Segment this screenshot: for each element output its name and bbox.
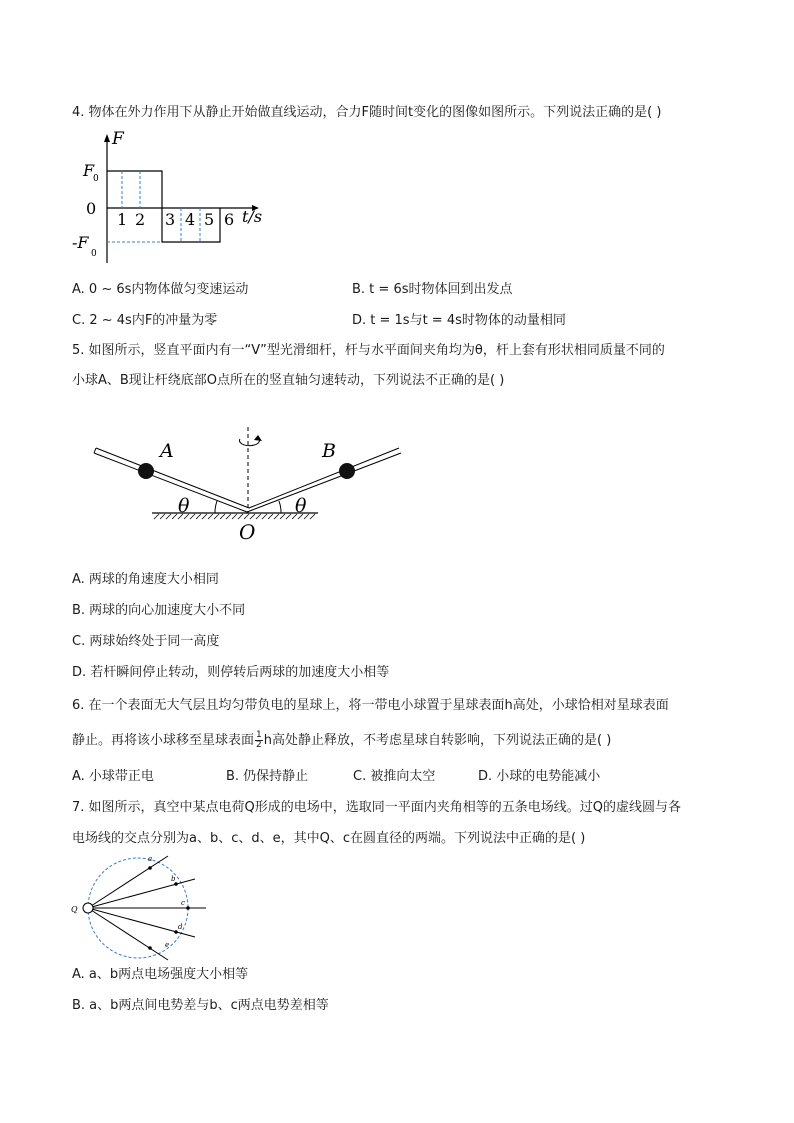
- q7-stem-line2: 电场线的交点分别为a、b、c、d、e，其中Q、c在圆直径的两端。下列说法中正确的是( ): [72, 831, 586, 846]
- q4-neg-f0-label: -F: [72, 233, 89, 252]
- q6-stem-line2-pre: 静止。再将该小球移至星球表面: [72, 733, 255, 748]
- q4-tick-6: 6: [224, 210, 235, 229]
- q7-field-line-figure: [70, 853, 210, 955]
- q7-option-b[interactable]: B. a、b两点间电势差与b、c两点电势差相等: [72, 998, 329, 1013]
- q4-f0-sub: 0: [93, 174, 99, 184]
- q5-angle-arc-right: [279, 501, 281, 513]
- q7-label-d: d: [178, 923, 183, 931]
- q4-neg-f0-sub: 0: [91, 249, 97, 259]
- q4-tick-3: 3: [165, 210, 176, 229]
- q4-option-d[interactable]: D. t = 1s与t = 4s时物体的动量相同: [352, 313, 566, 328]
- q7-label-a: a: [148, 855, 153, 863]
- q6-stem-line2: [72, 731, 611, 750]
- q5-stem-line1: 5. 如图所示，竖直平面内有一“V”型光滑细杆，杆与水平面间夹角均为θ，杆上套有形状相同质量不同的: [72, 343, 665, 358]
- q4-f0-label: F: [83, 161, 95, 180]
- q4-option-a[interactable]: A. 0 ~ 6s内物体做匀变速运动: [72, 282, 249, 297]
- q5-option-d[interactable]: D. 若杆瞬间停止转动，则停转后两球的加速度大小相等: [72, 665, 390, 680]
- q6-stem-line2-post: h高处静止释放，不考虑星球自转影响，下列说法正确的是( ): [263, 733, 612, 748]
- q4-option-c[interactable]: C. 2 ~ 4s内F的冲量为零: [72, 313, 218, 328]
- q4-origin-label: 0: [86, 199, 97, 218]
- q5-ball-b: [339, 463, 355, 479]
- q5-angle-arc-left: [215, 501, 217, 513]
- q7-label-e: e: [165, 941, 170, 949]
- q7-label-b: b: [171, 875, 176, 883]
- q5-rotation-arrow-head: [254, 435, 262, 441]
- q6-option-a[interactable]: A. 小球带正电: [72, 769, 154, 784]
- q7-point-e: [148, 946, 152, 950]
- q5-option-c[interactable]: C. 两球始终处于同一高度: [72, 634, 220, 649]
- q7-charge-q: [83, 903, 93, 913]
- q5-label-theta-left: θ: [178, 495, 190, 517]
- q6-option-c[interactable]: C. 被推向太空: [353, 769, 436, 784]
- q4-tick-2: 2: [135, 210, 146, 229]
- q4-t-label: t/s: [242, 207, 263, 226]
- q6-fraction-den: 2: [256, 740, 262, 750]
- q4-tick-4: 4: [185, 210, 196, 229]
- q7-stem-line1: 7. 如图所示，真空中某点电荷Q形成的电场中，选取同一平面内夹角相等的五条电场线。过Q的虚线圆与各: [72, 800, 682, 815]
- q7-label-c: c: [181, 899, 185, 907]
- q7-point-a: [148, 866, 152, 870]
- q5-label-a: A: [160, 440, 174, 462]
- q4-force-curve: [107, 171, 220, 242]
- q5-option-b[interactable]: B. 两球的向心加速度大小不同: [72, 603, 246, 618]
- q5-label-o: O: [239, 520, 256, 544]
- q4-tick-5: 5: [204, 210, 215, 229]
- q7-label-q: Q: [71, 905, 78, 914]
- q6-option-b[interactable]: B. 仍保持静止: [226, 769, 309, 784]
- q7-option-a[interactable]: A. a、b两点电场强度大小相等: [72, 967, 249, 982]
- q5-label-b: B: [322, 440, 336, 462]
- q6-stem-line1: 6. 在一个表面无大气层且均匀带负电的星球上，将一带电小球置于星球表面h高处，小球恰相对星球表面: [72, 698, 669, 713]
- q5-label-theta-right: θ: [295, 495, 307, 517]
- q6-fraction: [255, 731, 263, 750]
- q5-v-rod-figure: [90, 425, 336, 545]
- q5-stem-line2: 小球A、B现让杆绕底部O点所在的竖直轴匀速转动，下列说法不正确的是( ): [72, 373, 505, 388]
- q6-fraction-num: 1: [256, 730, 262, 740]
- q4-option-b[interactable]: B. t = 6s时物体回到出发点: [352, 282, 513, 297]
- q4-tick-1: 1: [117, 210, 128, 229]
- q7-field-line-b: [88, 879, 195, 908]
- q5-ball-a: [138, 463, 154, 479]
- q6-option-d[interactable]: D. 小球的电势能减小: [478, 769, 601, 784]
- q7-point-c: [186, 906, 190, 910]
- q4-f-label: F: [112, 129, 124, 149]
- q4-force-time-graph: [72, 128, 282, 268]
- q7-field-line-a: [88, 856, 168, 908]
- q5-option-a[interactable]: A. 两球的角速度大小相同: [72, 572, 219, 587]
- q4-f-axis-arrow: [104, 134, 110, 142]
- q4-stem: 4. 物体在外力作用下从静止开始做直线运动，合力F随时间t变化的图像如图所示。下列说法正确的是( ): [72, 105, 662, 120]
- q7-field-line-e: [88, 908, 168, 960]
